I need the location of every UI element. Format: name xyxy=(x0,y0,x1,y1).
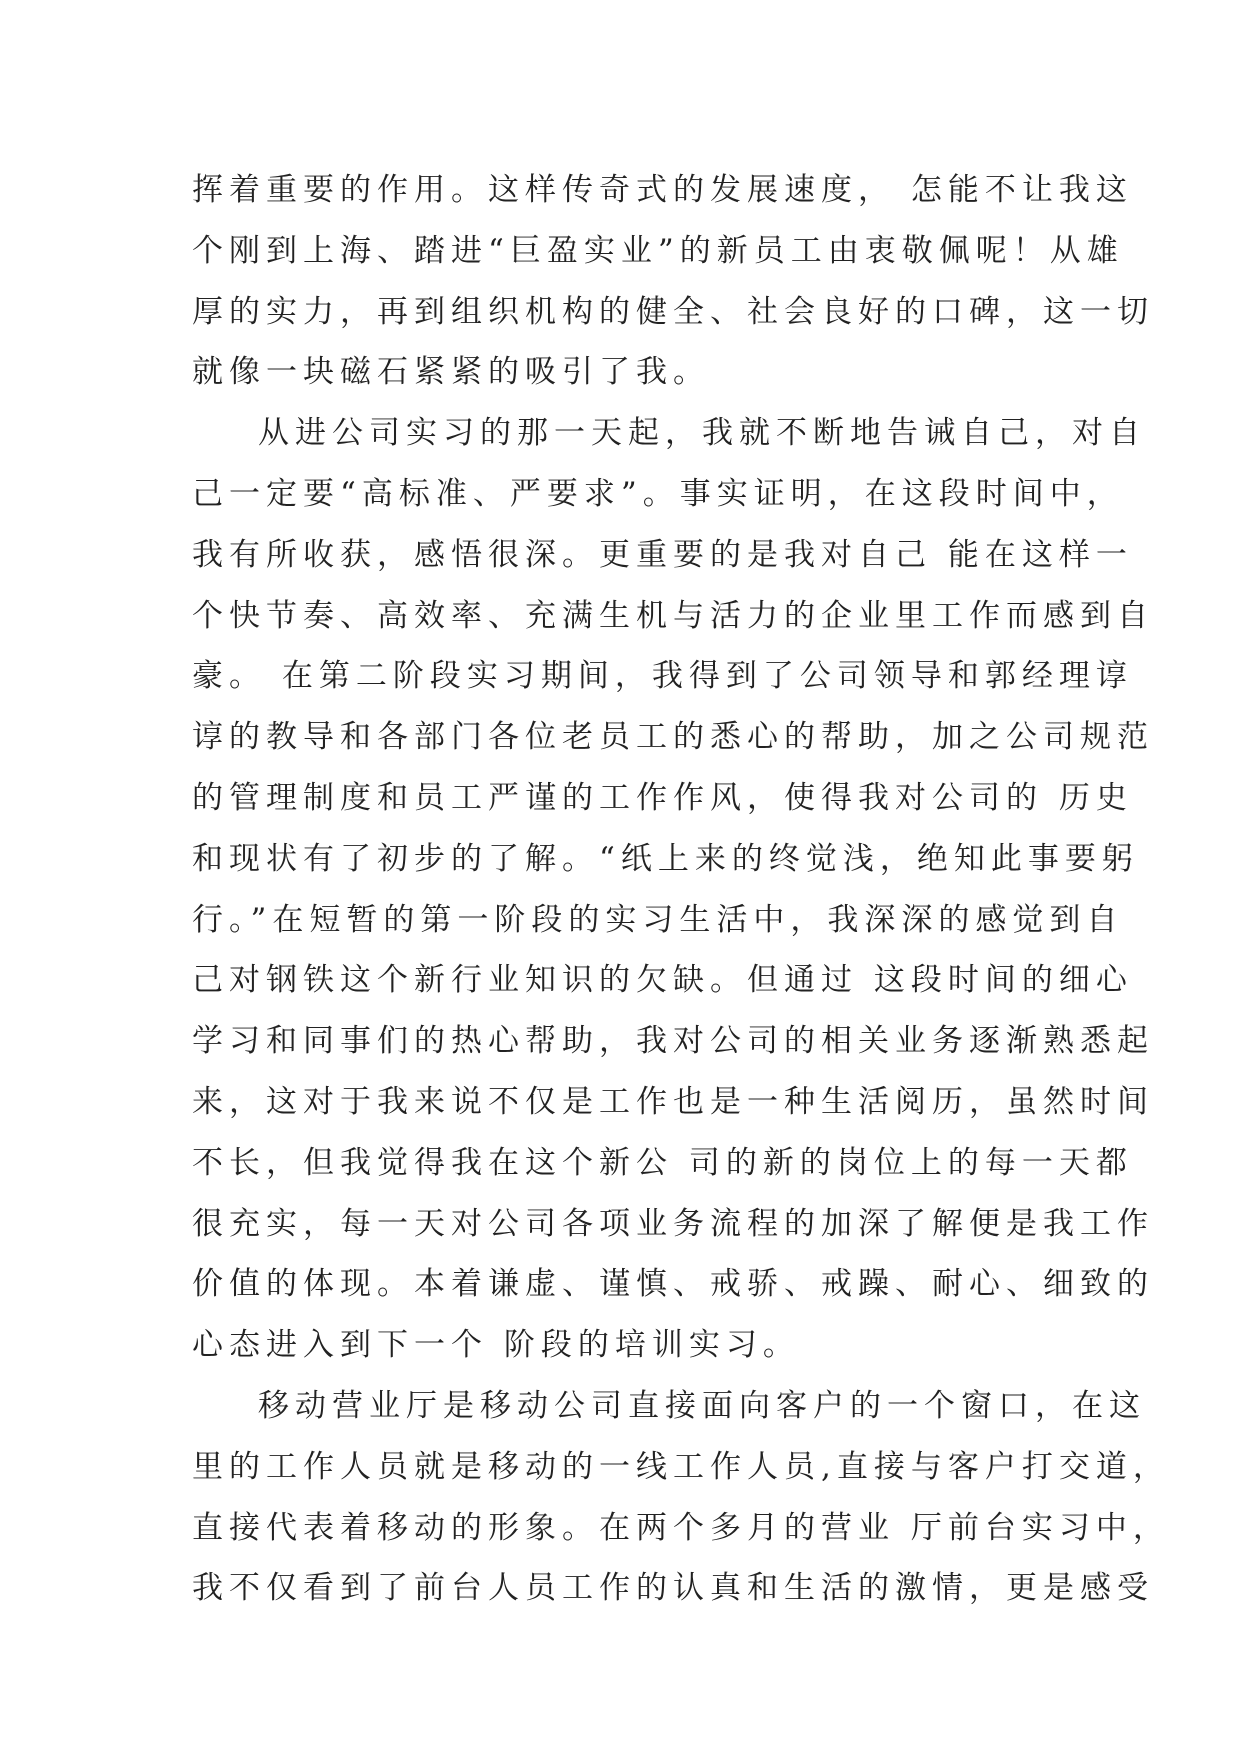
text-line: 来，这对于我来说不仅是工作也是一种生活阅历，虽然时间 xyxy=(192,1083,1154,1120)
text-line: 和现状有了初步的了解。“纸上来的终觉浅，绝知此事要躬 xyxy=(192,840,1139,877)
text-line: 的管理制度和员工严谨的工作作风，使得我对公司的 历史 xyxy=(192,779,1133,816)
text-line: 里的工作人员就是移动的一线工作人员,直接与客户打交道， xyxy=(192,1448,1170,1485)
text-line: 厚的实力，再到组织机构的健全、社会良好的口碑，这一切 xyxy=(192,293,1154,330)
text-line: 不长，但我觉得我在这个新公 司的新的岗位上的每一天都 xyxy=(192,1144,1133,1181)
text-line: 个快节奏、高效率、充满生机与活力的企业里工作而感到自 xyxy=(192,597,1154,634)
text-line: 直接代表着移动的形象。在两个多月的营业 厅前台实习中， xyxy=(192,1509,1170,1546)
text-line: 心态进入到下一个 阶段的培训实习。 xyxy=(192,1327,800,1364)
text-line: 就像一块磁石紧紧的吸引了我。 xyxy=(192,354,710,391)
paragraph-first-line: 从进公司实习的那一天起，我就不断地告诫自己，对自 xyxy=(258,415,1146,452)
text-line: 个刚到上海、踏进“巨盈实业”的新员工由衷敬佩呢！从雄 xyxy=(192,232,1124,269)
text-line: 豪。 在第二阶段实习期间，我得到了公司领导和郭经理谆 xyxy=(192,658,1133,695)
document-body xyxy=(192,160,1170,1619)
paragraph-first-line: 移动营业厅是移动公司直接面向客户的一个窗口，在这 xyxy=(258,1387,1146,1424)
text-line: 谆的教导和各部门各位老员工的悉心的帮助，加之公司规范 xyxy=(192,719,1154,756)
text-line: 行。”在短暂的第一阶段的实习生活中，我深深的感觉到自 xyxy=(192,901,1124,938)
text-line: 我有所收获，感悟很深。更重要的是我对自己 能在这样一 xyxy=(192,536,1133,573)
text-line: 学习和同事们的热心帮助，我对公司的相关业务逐渐熟悉起 xyxy=(192,1023,1154,1060)
text-line: 价值的体现。本着谦虚、谨慎、戒骄、戒躁、耐心、细致的 xyxy=(192,1266,1154,1303)
text-line: 己对钢铁这个新行业知识的欠缺。但通过 这段时间的细心 xyxy=(192,962,1133,999)
text-line: 很充实，每一天对公司各项业务流程的加深了解便是我工作 xyxy=(192,1205,1154,1242)
text-line: 挥着重要的作用。这样传奇式的发展速度， 怎能不让我这 xyxy=(192,172,1133,208)
text-line: 我不仅看到了前台人员工作的认真和生活的激情，更是感受 xyxy=(192,1570,1154,1607)
text-line: 己一定要“高标准、严要求”。事实证明，在这段时间中， xyxy=(192,475,1124,512)
